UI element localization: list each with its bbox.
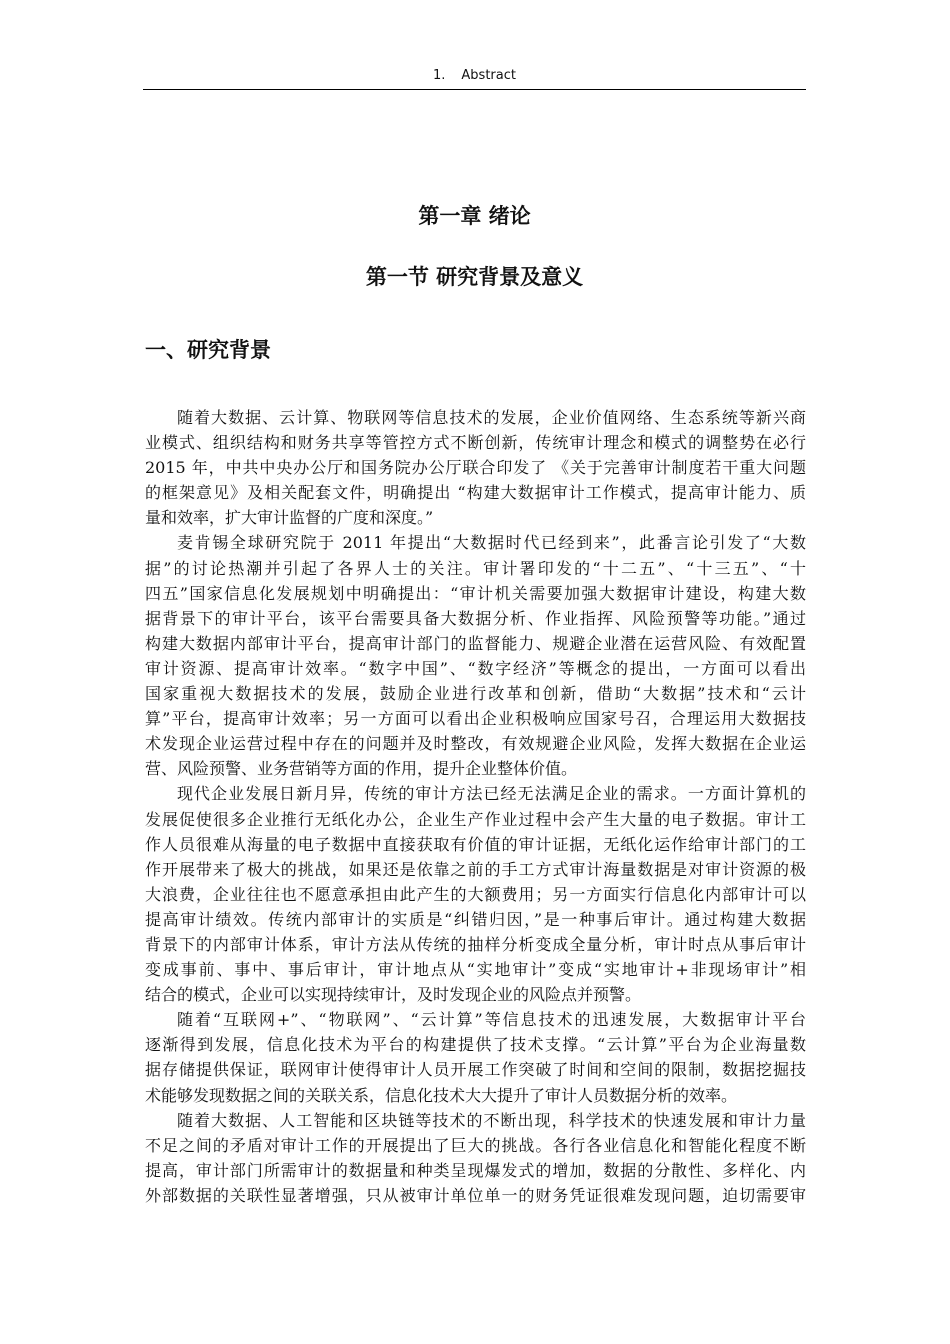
paragraph-line: 发展促使很多企业推行无纸化办公，企业生产作业过程中会产生大量的电子数据。审计工	[145, 809, 806, 829]
body-text	[145, 405, 806, 1208]
paragraph-line: 量和效率，扩大审计监督的广度和深度。”	[145, 508, 434, 528]
paragraph-line: 提高审计绩效。传统内部审计的实质是“纠错归因，”是一种事后审计。通过构建大数据	[145, 909, 806, 929]
paragraph-line: 提高，审计部门所需审计的数据量和种类呈现爆发式的增加，数据的分散性、多样化、内	[145, 1160, 806, 1180]
paragraph-line: 逐渐得到发展，信息化技术为平台的构建提供了技术支撑。“云计算”平台为企业海量数	[145, 1035, 806, 1055]
paragraph-line: 算”平台，提高审计效率；另一方面可以看出企业积极响应国家号召，合理运用大数据技	[145, 709, 806, 729]
paragraph-line: 作人员很难从海量的电子数据中直接获取有价值的审计证据，无纸化运作给审计部门的工	[145, 834, 806, 854]
paragraph-line: 据”的讨论热潮并引起了各界人士的关注。审计署印发的“十二五”、“十三五”、“十	[145, 558, 806, 578]
paragraph	[145, 405, 806, 530]
paragraph-line: 据存储提供保证，联网审计使得审计人员开展工作突破了时间和空间的限制，数据挖掘技	[145, 1060, 806, 1080]
paragraph-line: 现代企业发展日新月异，传统的审计方法已经无法满足企业的需求。一方面计算机的	[177, 784, 806, 804]
paragraph-line: 业模式、组织结构和财务共享等管控方式不断创新，传统审计理念和模式的调整势在必行	[145, 433, 806, 453]
chapter-title: 第一章 绪论	[418, 203, 531, 228]
paragraph-line: 构建大数据内部审计平台，提高审计部门的监督能力、规避企业潜在运营风险、有效配置	[145, 633, 806, 653]
paragraph-line: 变成事前、事中、事后审计，审计地点从“实地审计”变成“实地审计+非现场审计”相	[145, 960, 806, 980]
paragraph-line: 的框架意见》及相关配套文件，明确提出 “构建大数据审计工作模式，提高审计能力、质	[145, 483, 806, 503]
header-rule	[143, 89, 806, 90]
paragraph-line: 2015 年，中共中央办公厅和国务院办公厅联合印发了 《关于完善审计制度若干重大问题	[145, 458, 806, 478]
paragraph-line: 据背景下的审计平台，该平台需要具备大数据分析、作业指挥、风险预警等功能。”通过	[145, 608, 806, 628]
paragraph	[145, 781, 806, 1007]
paragraph-line: 大浪费，企业往往也不愿意承担由此产生的大额费用；另一方面实行信息化内部审计可以	[145, 884, 806, 904]
paragraph-line: 术能够发现数据之间的关联关系，信息化技术大大提升了审计人员数据分析的效率。	[145, 1085, 738, 1105]
running-header	[143, 68, 806, 83]
header-title: Abstract	[461, 68, 516, 83]
paragraph	[145, 1007, 806, 1107]
header-number: 1.	[433, 68, 446, 83]
paragraph	[145, 1108, 806, 1208]
paragraph-line: 不足之间的矛盾对审计工作的开展提出了巨大的挑战。各行各业信息化和智能化程度不断	[145, 1135, 806, 1155]
paragraph-line: 外部数据的关联性显著增强，只从被审计单位单一的财务凭证很难发现问题，迫切需要审	[145, 1185, 806, 1205]
paragraph-line: 四五”国家信息化发展规划中明确提出：“审计机关需要加强大数据审计建设，构建大数	[145, 583, 806, 603]
paragraph-line: 营、风险预警、业务营销等方面的作用，提升企业整体价值。	[145, 759, 578, 779]
paragraph-line: 背景下的内部审计体系，审计方法从传统的抽样分析变成全量分析，审计时点从事后审计	[145, 934, 806, 954]
section-title: 第一节 研究背景及意义	[365, 264, 584, 289]
paragraph-line: 审计资源、提高审计效率。“数字中国”、“数字经济”等概念的提出，一方面可以看出	[145, 658, 806, 678]
paragraph-line: 术发现企业运营过程中存在的问题并及时整改，有效规避企业风险，发挥大数据在企业运	[145, 734, 806, 754]
paragraph	[145, 530, 806, 781]
paragraph-line: 随着“互联网+”、“物联网”、“云计算”等信息技术的迅速发展，大数据审计平台	[177, 1010, 806, 1030]
paragraph-line: 结合的模式，企业可以实现持续审计，及时发现企业的风险点并预警。	[145, 985, 642, 1005]
paragraph-line: 国家重视大数据技术的发展，鼓励企业进行改革和创新，借助“大数据”技术和“云计	[145, 684, 806, 704]
paragraph-line: 麦肯锡全球研究院于 2011 年提出“大数据时代已经到来”，此番言论引发了“大数	[177, 533, 806, 553]
paragraph-line: 作开展带来了极大的挑战，如果还是依靠之前的手工方式审计海量数据是对审计资源的极	[145, 859, 806, 879]
paragraph-line: 随着大数据、云计算、物联网等信息技术的发展，企业价值网络、生态系统等新兴商	[177, 408, 806, 427]
subsection-title: 一、研究背景	[145, 337, 271, 362]
paragraph-line: 随着大数据、人工智能和区块链等技术的不断出现，科学技术的快速发展和审计力量	[177, 1110, 806, 1130]
